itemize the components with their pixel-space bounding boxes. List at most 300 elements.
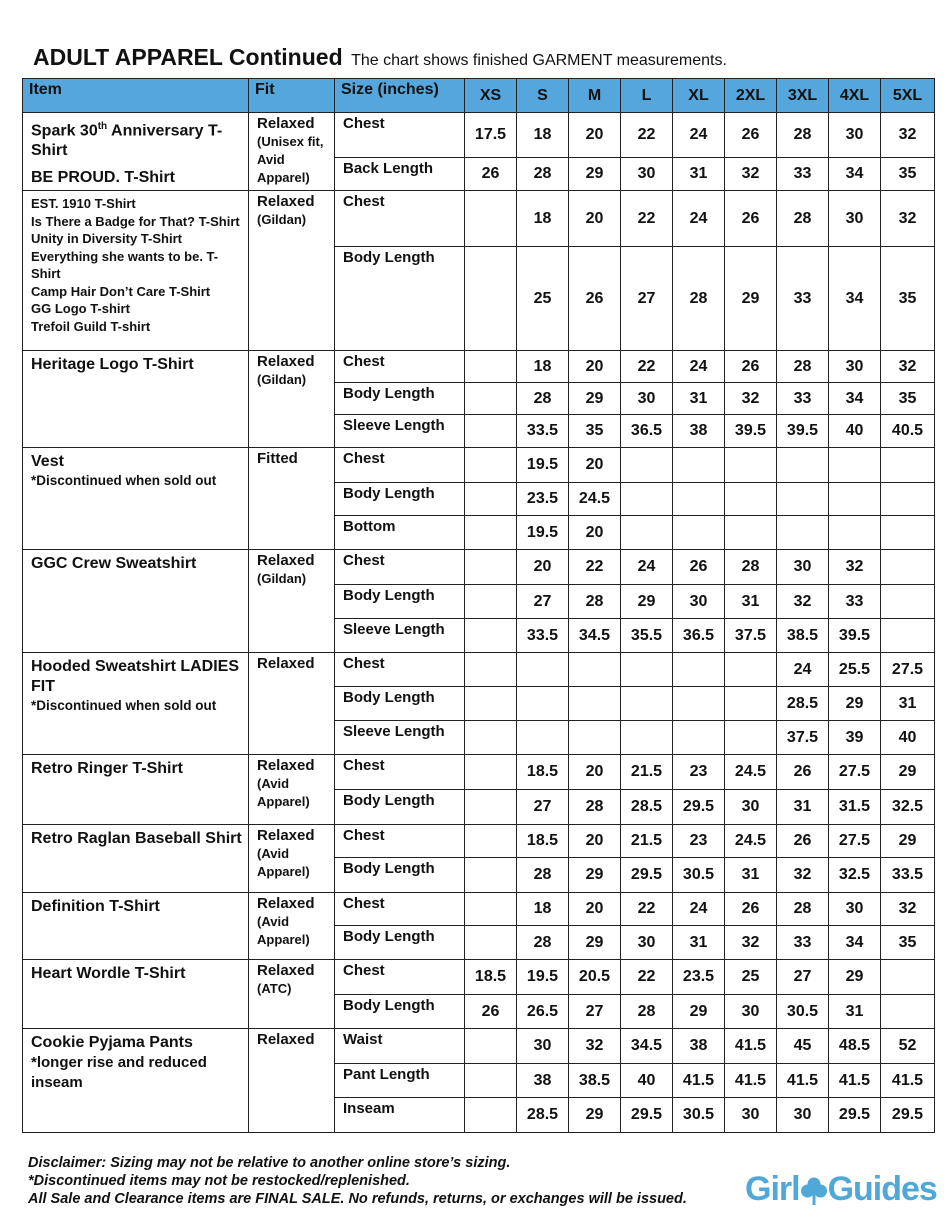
measurement-label: Bottom (335, 516, 465, 550)
item-cell (23, 960, 249, 1029)
item-cell (23, 893, 249, 960)
size-value-cell: 32 (777, 585, 829, 619)
size-value-cell: 31 (829, 995, 881, 1029)
item-cell (23, 550, 249, 653)
size-value-cell: 29.5 (621, 1098, 673, 1133)
size-value-cell (517, 721, 569, 755)
fit-note: (Unisex fit, Avid Apparel) (257, 134, 324, 185)
superscript: th (97, 121, 108, 132)
measurement-label: Body Length (335, 687, 465, 721)
fit-note: (ATC) (257, 981, 292, 997)
item-name (31, 1033, 242, 1053)
item-name-text: EST. 1910 T-Shirt (31, 196, 136, 212)
size-value-cell: 39.5 (777, 415, 829, 448)
item-name-text: Camp Hair Don’t Care T-Shirt (31, 283, 211, 299)
item-name (31, 300, 242, 318)
size-value-cell: 26 (569, 247, 621, 351)
item-name-text: Heritage Logo T-Shirt (31, 356, 194, 374)
measurement-label: Sleeve Length (335, 415, 465, 448)
footer-disclaimer (28, 1154, 687, 1208)
size-value-cell: 35 (881, 926, 935, 960)
size-value-cell: 27 (621, 247, 673, 351)
item-name (31, 657, 242, 697)
size-value-cell: 27 (517, 585, 569, 619)
size-value-cell (673, 721, 725, 755)
size-value-cell: 18 (517, 351, 569, 383)
size-value-cell: 40.5 (881, 415, 935, 448)
measurement-label: Body Length (335, 483, 465, 516)
size-value-cell: 29 (569, 1098, 621, 1133)
size-value-cell: 30 (621, 926, 673, 960)
fit-label: Relaxed (257, 193, 315, 211)
item-name-text: Trefoil Guild T-shirt (31, 318, 151, 334)
size-value-cell (465, 415, 517, 448)
size-value-cell: 19.5 (517, 448, 569, 483)
item-name-text: Spark 30 (31, 122, 98, 140)
size-value-cell: 29 (621, 585, 673, 619)
size-value-cell: 30 (725, 1098, 777, 1133)
item-name-text: Unity in Diversity T-Shirt (31, 231, 182, 247)
size-value-cell (725, 687, 777, 721)
table-row (23, 653, 935, 687)
item-name (31, 213, 242, 231)
size-value-cell: 29.5 (881, 1098, 935, 1133)
fit-note: (Gildan) (257, 372, 307, 388)
size-value-cell: 48.5 (829, 1029, 881, 1064)
size-value-cell: 24.5 (569, 483, 621, 516)
size-value-cell: 20.5 (569, 960, 621, 995)
size-value-cell: 30 (777, 1098, 829, 1133)
size-value-cell: 37.5 (725, 619, 777, 653)
size-value-cell: 30.5 (673, 1098, 725, 1133)
size-value-cell: 38.5 (569, 1064, 621, 1098)
size-value-cell (465, 755, 517, 790)
size-value-cell: 41.5 (725, 1029, 777, 1064)
measurement-label: Waist (335, 1029, 465, 1064)
item-name-text: *longer rise and reduced inseam (31, 1054, 207, 1092)
size-value-cell: 29 (569, 383, 621, 415)
size-value-cell (829, 516, 881, 550)
size-value-cell (673, 516, 725, 550)
item-name (31, 230, 242, 248)
item-cell (23, 755, 249, 825)
size-value-cell: 25.5 (829, 653, 881, 687)
header-size-label: 2XL (725, 79, 777, 113)
size-value-cell: 32 (881, 191, 935, 247)
size-value-cell: 20 (569, 825, 621, 858)
size-value-cell (881, 483, 935, 516)
size-value-cell: 26 (725, 893, 777, 926)
size-value-cell: 29 (829, 960, 881, 995)
measurement-label: Inseam (335, 1098, 465, 1133)
item-name-text: *Discontinued when sold out (31, 698, 217, 714)
size-value-cell: 24 (621, 550, 673, 585)
size-value-cell: 29 (673, 995, 725, 1029)
size-value-cell: 29.5 (829, 1098, 881, 1133)
size-value-cell: 31 (673, 926, 725, 960)
size-value-cell: 28 (673, 247, 725, 351)
measurement-label: Body Length (335, 383, 465, 415)
fit-label: Relaxed (257, 757, 315, 775)
header-size-label: 3XL (777, 79, 829, 113)
size-value-cell: 33 (777, 926, 829, 960)
size-value-cell (465, 550, 517, 585)
item-name (31, 283, 242, 301)
size-value-cell: 26 (465, 158, 517, 191)
size-value-cell: 35 (881, 247, 935, 351)
size-value-cell (725, 448, 777, 483)
spacer (31, 161, 242, 168)
size-value-cell: 30.5 (673, 858, 725, 893)
fit-note: (Avid Apparel) (257, 776, 310, 810)
fit-label: Relaxed (257, 552, 315, 570)
size-value-cell: 33 (777, 158, 829, 191)
footer-line: *Discontinued items may not be restocked/replenished. (28, 1173, 410, 1189)
size-value-cell: 30 (777, 550, 829, 585)
header-item: Item (23, 79, 249, 113)
size-value-cell: 25 (517, 247, 569, 351)
size-value-cell: 18.5 (517, 755, 569, 790)
item-note (31, 1053, 242, 1093)
size-value-cell: 34.5 (569, 619, 621, 653)
size-value-cell: 28 (517, 858, 569, 893)
size-value-cell: 23.5 (517, 483, 569, 516)
size-value-cell: 30 (621, 158, 673, 191)
size-value-cell: 31 (673, 158, 725, 191)
item-cell (23, 448, 249, 550)
header-size-label: L (621, 79, 673, 113)
size-value-cell (673, 687, 725, 721)
size-value-cell: 40 (829, 415, 881, 448)
header-size-label: XL (673, 79, 725, 113)
size-value-cell: 41.5 (725, 1064, 777, 1098)
size-value-cell (777, 448, 829, 483)
item-name-text: Anniversary T-Shirt (31, 122, 223, 160)
size-value-cell: 19.5 (517, 960, 569, 995)
size-value-cell: 30 (829, 351, 881, 383)
table-row (23, 960, 935, 995)
logo-text-right: Guides (827, 1170, 937, 1208)
size-value-cell: 38 (517, 1064, 569, 1098)
size-value-cell: 38 (673, 415, 725, 448)
size-value-cell: 28 (621, 995, 673, 1029)
size-value-cell: 26 (725, 113, 777, 158)
size-value-cell: 29.5 (621, 858, 673, 893)
item-name-text: Vest (31, 453, 64, 471)
size-value-cell: 26 (777, 825, 829, 858)
page-title (33, 44, 727, 71)
size-value-cell: 25 (725, 960, 777, 995)
measurement-label: Chest (335, 825, 465, 858)
size-value-cell: 32 (725, 383, 777, 415)
size-value-cell: 32 (569, 1029, 621, 1064)
fit-note: (Avid Apparel) (257, 914, 310, 948)
size-value-cell: 26 (777, 755, 829, 790)
size-value-cell (465, 516, 517, 550)
fit-cell (249, 113, 335, 191)
size-value-cell: 35.5 (621, 619, 673, 653)
fit-label: Relaxed (257, 827, 315, 845)
size-value-cell: 30.5 (777, 995, 829, 1029)
size-value-cell: 32 (881, 893, 935, 926)
size-value-cell: 27 (777, 960, 829, 995)
size-value-cell: 32 (725, 158, 777, 191)
size-value-cell: 30 (621, 383, 673, 415)
size-value-cell: 20 (517, 550, 569, 585)
size-value-cell: 36.5 (673, 619, 725, 653)
measurement-label: Body Length (335, 790, 465, 825)
fit-label: Relaxed (257, 655, 315, 673)
size-value-cell: 22 (621, 960, 673, 995)
item-name (31, 897, 242, 917)
measurement-label: Body Length (335, 858, 465, 893)
size-value-cell: 22 (621, 893, 673, 926)
table-row (23, 191, 935, 247)
fit-label: Relaxed (257, 353, 315, 371)
size-value-cell: 29 (881, 755, 935, 790)
size-value-cell: 26 (465, 995, 517, 1029)
measurement-label: Chest (335, 113, 465, 158)
fit-label: Relaxed (257, 1031, 315, 1049)
measurement-label: Pant Length (335, 1064, 465, 1098)
size-value-cell (465, 191, 517, 247)
table-row (23, 825, 935, 858)
footer-line: Disclaimer: Sizing may not be relative to another online store’s sizing. (28, 1155, 511, 1171)
item-name-text: Heart Wordle T-Shirt (31, 965, 186, 983)
size-value-cell: 45 (777, 1029, 829, 1064)
size-value-cell: 18.5 (517, 825, 569, 858)
size-value-cell: 29 (569, 926, 621, 960)
size-value-cell: 36.5 (621, 415, 673, 448)
size-value-cell: 32 (881, 351, 935, 383)
size-value-cell: 29 (881, 825, 935, 858)
item-cell (23, 1029, 249, 1133)
fit-label: Relaxed (257, 895, 315, 913)
size-value-cell: 28 (517, 383, 569, 415)
size-chart-table (22, 78, 935, 1133)
size-value-cell (829, 448, 881, 483)
size-value-cell: 31.5 (829, 790, 881, 825)
size-value-cell: 28.5 (517, 1098, 569, 1133)
fit-cell (249, 653, 335, 755)
size-value-cell (621, 448, 673, 483)
header-size-label: XS (465, 79, 517, 113)
size-value-cell: 35 (881, 383, 935, 415)
size-value-cell: 32.5 (829, 858, 881, 893)
size-value-cell (725, 516, 777, 550)
table-row (23, 448, 935, 483)
item-name (31, 248, 242, 283)
fit-cell (249, 893, 335, 960)
size-value-cell: 29 (569, 858, 621, 893)
size-value-cell: 20 (569, 755, 621, 790)
size-value-cell: 30 (725, 790, 777, 825)
size-value-cell (725, 483, 777, 516)
size-value-cell (465, 790, 517, 825)
size-value-cell (465, 1098, 517, 1133)
size-value-cell (569, 721, 621, 755)
logo-text-left: Girl (745, 1170, 800, 1208)
size-value-cell (673, 483, 725, 516)
size-value-cell (517, 687, 569, 721)
table-row (23, 1029, 935, 1064)
item-name-text: Hooded Sweatshirt LADIES FIT (31, 658, 240, 696)
size-value-cell: 41.5 (881, 1064, 935, 1098)
header-row (23, 79, 935, 113)
fit-cell (249, 1029, 335, 1133)
size-value-cell: 29.5 (673, 790, 725, 825)
size-value-cell: 22 (621, 113, 673, 158)
size-value-cell: 29 (829, 687, 881, 721)
size-value-cell: 30 (829, 113, 881, 158)
size-value-cell (465, 483, 517, 516)
size-value-cell: 31 (725, 585, 777, 619)
size-value-cell: 23 (673, 755, 725, 790)
size-value-cell: 28 (569, 790, 621, 825)
size-value-cell (465, 926, 517, 960)
size-value-cell: 32 (829, 550, 881, 585)
size-value-cell (569, 687, 621, 721)
fit-cell (249, 550, 335, 653)
girl-guides-logo (745, 1170, 937, 1209)
size-value-cell (673, 653, 725, 687)
size-value-cell: 20 (569, 516, 621, 550)
size-value-cell (621, 516, 673, 550)
size-value-cell: 34 (829, 383, 881, 415)
trefoil-icon (801, 1176, 827, 1206)
size-value-cell: 34 (829, 926, 881, 960)
size-value-cell: 27.5 (881, 653, 935, 687)
measurement-label: Chest (335, 448, 465, 483)
measurement-label: Chest (335, 893, 465, 926)
size-value-cell: 28 (777, 893, 829, 926)
size-value-cell: 40 (881, 721, 935, 755)
size-value-cell: 24 (673, 113, 725, 158)
size-value-cell: 33.5 (517, 619, 569, 653)
size-value-cell: 33.5 (881, 858, 935, 893)
size-value-cell: 35 (881, 158, 935, 191)
size-value-cell (465, 893, 517, 926)
size-value-cell: 20 (569, 351, 621, 383)
measurement-label: Chest (335, 550, 465, 585)
item-cell (23, 191, 249, 351)
size-value-cell: 26 (725, 191, 777, 247)
size-value-cell: 24.5 (725, 825, 777, 858)
size-value-cell: 32 (881, 113, 935, 158)
size-value-cell: 33 (777, 247, 829, 351)
size-value-cell (465, 619, 517, 653)
size-value-cell: 20 (569, 893, 621, 926)
item-name (31, 355, 242, 375)
size-value-cell: 20 (569, 448, 621, 483)
size-value-cell: 29 (569, 158, 621, 191)
fit-cell (249, 960, 335, 1029)
fit-cell (249, 351, 335, 448)
size-value-cell: 31 (725, 858, 777, 893)
header-size-label: 4XL (829, 79, 881, 113)
item-name (31, 829, 242, 849)
size-value-cell (881, 585, 935, 619)
item-name-text: Retro Ringer T-Shirt (31, 760, 184, 778)
item-name-text: Cookie Pyjama Pants (31, 1034, 193, 1052)
size-value-cell (777, 516, 829, 550)
size-value-cell: 17.5 (465, 113, 517, 158)
size-value-cell (465, 448, 517, 483)
size-value-cell (881, 995, 935, 1029)
size-value-cell: 29 (725, 247, 777, 351)
size-value-cell (881, 516, 935, 550)
size-value-cell: 26.5 (517, 995, 569, 1029)
size-value-cell: 39 (829, 721, 881, 755)
fit-cell (249, 755, 335, 825)
size-value-cell: 32.5 (881, 790, 935, 825)
table-row (23, 550, 935, 585)
size-value-cell (465, 687, 517, 721)
size-value-cell (621, 653, 673, 687)
size-value-cell: 30 (829, 893, 881, 926)
size-value-cell: 18 (517, 191, 569, 247)
size-value-cell: 21.5 (621, 755, 673, 790)
size-value-cell: 18 (517, 113, 569, 158)
size-value-cell (465, 383, 517, 415)
item-name-text: GGC Crew Sweatshirt (31, 555, 197, 573)
measurement-label: Chest (335, 351, 465, 383)
size-value-cell: 30 (725, 995, 777, 1029)
size-value-cell: 28 (777, 113, 829, 158)
size-value-cell: 33 (829, 585, 881, 619)
size-value-cell: 35 (569, 415, 621, 448)
size-value-cell: 32 (777, 858, 829, 893)
size-value-cell: 37.5 (777, 721, 829, 755)
size-value-cell: 22 (621, 351, 673, 383)
table-row (23, 351, 935, 383)
size-value-cell: 34 (829, 158, 881, 191)
item-name (31, 759, 242, 779)
measurement-label: Back Length (335, 158, 465, 191)
item-name-text: Everything she wants to be. T-Shirt (31, 248, 219, 282)
size-value-cell: 39.5 (829, 619, 881, 653)
item-note (31, 472, 242, 490)
title-subtitle: The chart shows finished GARMENT measurements. (351, 52, 727, 69)
size-value-cell: 24.5 (725, 755, 777, 790)
fit-label: Fitted (257, 450, 298, 468)
item-name (31, 452, 242, 472)
size-value-cell (465, 585, 517, 619)
header-size-label: 5XL (881, 79, 935, 113)
size-value-cell: 32 (725, 926, 777, 960)
measurement-label: Body Length (335, 926, 465, 960)
measurement-label: Body Length (335, 995, 465, 1029)
table-row (23, 113, 935, 158)
fit-label: Relaxed (257, 115, 315, 132)
size-value-cell (621, 687, 673, 721)
size-value-cell (777, 483, 829, 516)
size-value-cell: 22 (621, 191, 673, 247)
measurement-label: Body Length (335, 585, 465, 619)
size-value-cell (465, 858, 517, 893)
item-cell (23, 653, 249, 755)
size-value-cell: 41.5 (829, 1064, 881, 1098)
size-value-cell: 38 (673, 1029, 725, 1064)
size-value-cell: 28 (517, 926, 569, 960)
footer-line: All Sale and Clearance items are FINAL SALE. No refunds, returns, or exchanges will be issued. (28, 1191, 687, 1207)
header-size-label: S (517, 79, 569, 113)
chart-body (23, 113, 935, 1133)
size-value-cell: 30 (673, 585, 725, 619)
size-value-cell: 26 (725, 351, 777, 383)
size-value-cell (465, 825, 517, 858)
size-value-cell: 52 (881, 1029, 935, 1064)
